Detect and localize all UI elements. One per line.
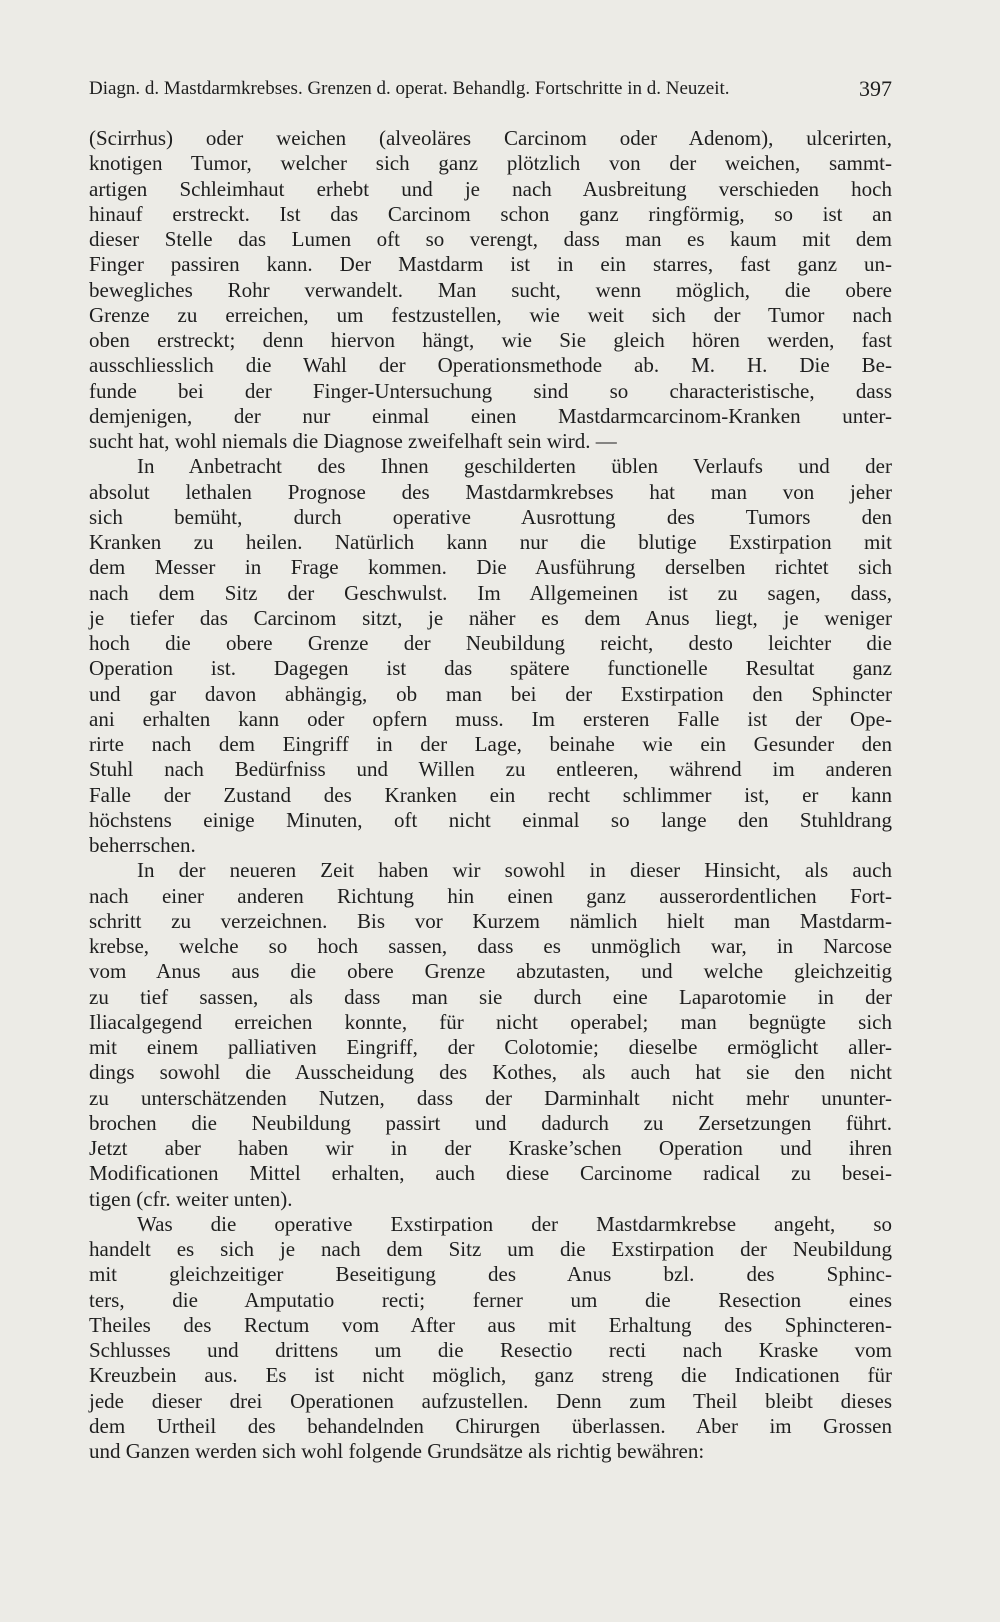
text-line: dem Urtheil des behandelnden Chirurgen überlassen. Aber im Grossen	[89, 1413, 892, 1438]
text-line: ani erhalten kann oder opfern muss. Im ersteren Falle ist der Ope-	[89, 706, 892, 731]
text-line: ausschliesslich die Wahl der Operationsmethode ab. M. H. Die Be-	[89, 353, 892, 378]
text-line: dieser Stelle das Lumen oft so verengt, dass man es kaum mit dem	[89, 227, 892, 251]
text-line: höchstens einige Minuten, oft nicht einmal so lange den Stuhldrang	[89, 807, 892, 832]
text-line: Stuhl nach Bedürfniss und Willen zu entleeren, während im anderen	[89, 757, 892, 782]
text-line: Modificationen Mittel erhalten, auch diese Carcinome radical zu besei-	[89, 1161, 892, 1186]
text-line: Kranken zu heilen. Natürlich kann nur die blutige Exstirpation mit	[89, 530, 892, 554]
text-line: hinauf erstreckt. Ist das Carcinom schon ganz ringförmig, so ist an	[89, 201, 892, 226]
text-line: sich bemüht, durch operative Ausrottung des Tumors den	[89, 504, 892, 529]
running-title: Diagn. d. Mastdarmkrebses. Grenzen d. operat. Behandlg. Fortschritte in d. Neuzeit.	[89, 78, 730, 99]
text-line: brochen die Neubildung passirt und dadurch zu Zersetzungen führt.	[89, 1110, 892, 1135]
text-line: absolut lethalen Prognose des Mastdarmkrebses hat man von jeher	[89, 479, 892, 504]
text-line: demjenigen, der nur einmal einen Mastdarmcarcinom-Kranken unter-	[89, 403, 892, 428]
text-line: rirte nach dem Eingriff in der Lage, beinahe wie ein Gesunder den	[89, 732, 892, 756]
text-line: dem Messer in Frage kommen. Die Ausführung derselben richtet sich	[89, 555, 892, 580]
text-line: Jetzt aber haben wir in der Kraske’schen Operation und ihren	[89, 1136, 892, 1160]
text-line: krebse, welche so hoch sassen, dass es unmöglich war, in Narcose	[89, 934, 892, 958]
text-line: mit gleichzeitiger Beseitigung des Anus bzl. des Sphinc-	[89, 1262, 892, 1287]
text-line: Kreuzbein aus. Es ist nicht möglich, ganz streng die Indicationen für	[89, 1363, 892, 1388]
text-line: jede dieser drei Operationen aufzustellen. Denn zum Theil bleibt dieses	[89, 1388, 892, 1413]
text-line: handelt es sich je nach dem Sitz um die Exstirpation der Neubildung	[89, 1237, 892, 1261]
text-line: zu unterschätzenden Nutzen, dass der Darminhalt nicht mehr ununter-	[89, 1085, 892, 1110]
text-line: ters, die Amputatio recti; ferner um die Resection eines	[89, 1287, 892, 1312]
text-line: schritt zu verzeichnen. Bis vor Kurzem nämlich hielt man Mastdarm-	[89, 908, 892, 933]
text-line: funde bei der Finger-Untersuchung sind so characteristische, dass	[89, 378, 892, 403]
text-line: sucht hat, wohl niemals die Diagnose zweifelhaft sein wird. —	[89, 429, 617, 453]
text-line: bewegliches Rohr verwandelt. Man sucht, wenn möglich, die obere	[89, 277, 892, 302]
text-line: vom Anus aus die obere Grenze abzutasten, und welche gleichzeitig	[89, 959, 892, 984]
text-line: Operation ist. Dagegen ist das spätere functionelle Resultat ganz	[89, 656, 892, 681]
text-line: hoch die obere Grenze der Neubildung reicht, desto leichter die	[89, 631, 892, 655]
text-line: und gar davon abhängig, ob man bei der Exstirpation den Sphincter	[89, 681, 892, 706]
text-line: dings sowohl die Ausscheidung des Kothes, als auch hat sie den nicht	[89, 1060, 892, 1085]
text-line: mit einem palliativen Eingriff, der Colotomie; dieselbe ermöglicht aller-	[89, 1035, 892, 1059]
text-line: Was die operative Exstirpation der Mastdarmkrebse angeht, so	[137, 1211, 892, 1236]
page-number: 397	[859, 76, 892, 101]
text-line: nach dem Sitz der Geschwulst. Im Allgemeinen ist zu sagen, dass,	[89, 580, 892, 605]
text-line: oben erstreckt; denn hiervon hängt, wie Sie gleich hören werden, fast	[89, 328, 892, 352]
text-line: je tiefer das Carcinom sitzt, je näher es dem Anus liegt, je weniger	[89, 605, 892, 630]
text-line: Grenze zu erreichen, um festzustellen, wie weit sich der Tumor nach	[89, 302, 892, 327]
text-line: knotigen Tumor, welcher sich ganz plötzlich von der weichen, sammt-	[89, 151, 892, 176]
body-text	[89, 126, 892, 1464]
text-line: tigen (cfr. weiter unten).	[89, 1186, 293, 1211]
running-header	[89, 76, 892, 102]
text-line: In der neueren Zeit haben wir sowohl in dieser Hinsicht, als auch	[137, 858, 892, 883]
text-line: artigen Schleimhaut erhebt und je nach Ausbreitung verschieden hoch	[89, 176, 892, 201]
text-line: und Ganzen werden sich wohl folgende Grundsätze als richtig bewähren:	[89, 1439, 705, 1463]
text-line: Theiles des Rectum vom After aus mit Erhaltung des Sphincteren-	[89, 1312, 892, 1337]
text-line: Schlusses und drittens um die Resectio recti nach Kraske vom	[89, 1338, 892, 1362]
text-line: Falle der Zustand des Kranken ein recht schlimmer ist, er kann	[89, 782, 892, 807]
text-line: Iliacalgegend erreichen konnte, für nicht operabel; man begnügte sich	[89, 1009, 892, 1034]
text-line: zu tief sassen, als dass man sie durch eine Laparotomie in der	[89, 984, 892, 1009]
text-line: beherrschen.	[89, 833, 196, 857]
text-line: In Anbetracht des Ihnen geschilderten üblen Verlaufs und der	[137, 454, 892, 479]
text-line: nach einer anderen Richtung hin einen ganz ausserordentlichen Fort-	[89, 883, 892, 908]
text-line: (Scirrhus) oder weichen (alveoläres Carcinom oder Adenom), ulcerirten,	[89, 126, 892, 150]
text-line: Finger passiren kann. Der Mastdarm ist in ein starres, fast ganz un-	[89, 252, 892, 277]
